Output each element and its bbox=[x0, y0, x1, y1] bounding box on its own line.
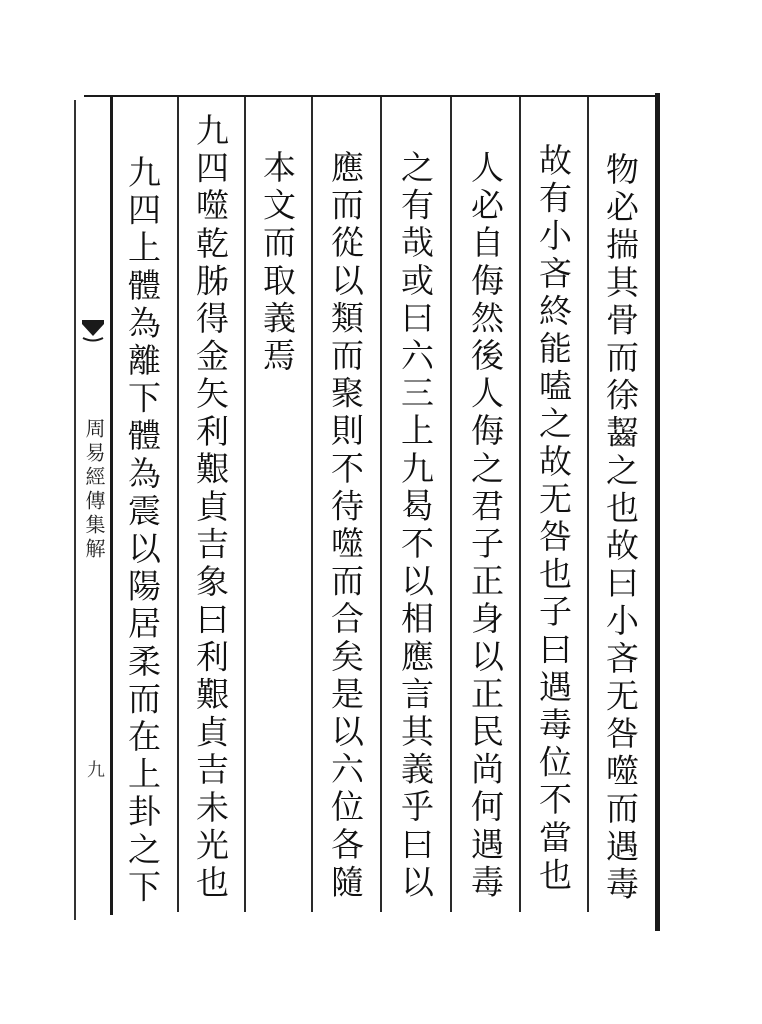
column-divider bbox=[380, 97, 382, 912]
text-column-4: 之有哉或曰六三上九曷不以相應言其義乎曰以 bbox=[396, 150, 435, 902]
text-column-7-scripture: 九四噬乾胏得金矢利艱貞吉象曰利艱貞吉未光也 bbox=[191, 113, 230, 903]
margin-book-title: 周易經傳集解 bbox=[82, 418, 106, 562]
column-divider bbox=[244, 97, 246, 912]
text-column-3: 人必自侮然後人侮之君子正身以正民尚何遇毒 bbox=[466, 150, 505, 902]
fold-edge-rule bbox=[74, 100, 76, 920]
page-number: 九 bbox=[84, 760, 105, 778]
top-border-rule bbox=[84, 95, 660, 97]
fish-tail-mark-icon bbox=[80, 318, 106, 342]
right-border-rule bbox=[655, 93, 660, 931]
left-border-rule bbox=[110, 97, 113, 915]
text-column-1: 物必揣其骨而徐齧之也故曰小吝无咎噬而遇毒 bbox=[601, 152, 640, 904]
column-divider bbox=[177, 97, 179, 912]
column-divider bbox=[311, 97, 313, 912]
column-divider bbox=[450, 97, 452, 912]
text-column-6: 本文而取義焉 bbox=[258, 150, 297, 376]
text-column-5: 應而從以類而聚則不待噬而合矣是以六位各隨 bbox=[326, 150, 365, 902]
column-divider bbox=[519, 97, 521, 912]
text-column-2: 故有小吝終能嗑之故无咎也子曰遇毒位不當也 bbox=[534, 143, 573, 895]
text-column-8: 九四上體為離下體為震以陽居柔而在上卦之下 bbox=[123, 155, 162, 907]
column-divider bbox=[587, 97, 589, 912]
